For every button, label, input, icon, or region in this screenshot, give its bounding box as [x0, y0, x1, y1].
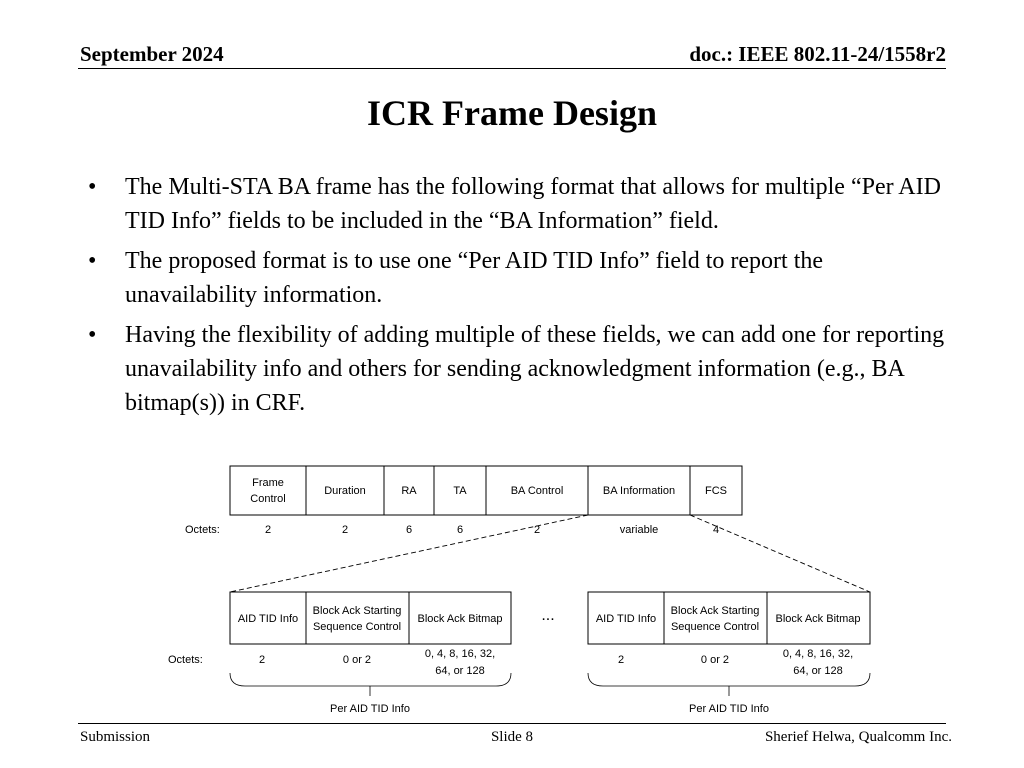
- field-ba-starting-seq: Block Ack Starting: [670, 605, 760, 617]
- bullet-item: • The Multi-STA BA frame has the following format that allows for multiple “Per AID TID Info” fields to be included in the “BA Information” field.: [125, 170, 955, 238]
- octets-value: 64, or 128: [793, 665, 843, 677]
- footer-slide-number: Slide 8: [490, 729, 534, 745]
- per-aid-group-label: Per AID TID Info: [330, 703, 410, 715]
- octets-value: 2: [341, 524, 349, 536]
- bullet-item: • Having the flexibility of adding multiple of these fields, we can add one for reporting unavailability info and others for sending acknowledgment information (e.g., BA bitmap(s)) in CRF.: [125, 318, 955, 420]
- octets-value: variable: [619, 524, 659, 536]
- field-ba-information: BA Information: [602, 485, 676, 497]
- octets-value: 6: [456, 524, 464, 536]
- field-ba-bitmap: Block Ack Bitmap: [417, 613, 503, 625]
- octets-value: 0, 4, 8, 16, 32,: [782, 648, 854, 660]
- field-ba-starting-seq: Sequence Control: [670, 621, 760, 633]
- octets-value: 2: [264, 524, 272, 536]
- octets-label: Octets:: [185, 524, 220, 536]
- octets-label: Octets:: [168, 654, 203, 666]
- per-aid-group-label: Per AID TID Info: [689, 703, 769, 715]
- footer-author: Sherief Helwa, Qualcomm Inc.: [764, 729, 952, 745]
- bullet-item: • The proposed format is to use one “Per AID TID Info” field to report the unavailability information.: [125, 244, 955, 312]
- field-ba-starting-seq: Block Ack Starting: [312, 605, 402, 617]
- octets-value: 2: [533, 524, 541, 536]
- octets-value: 0 or 2: [342, 654, 372, 666]
- header-doc-id: doc.: IEEE 802.11-24/1558r2: [689, 42, 946, 66]
- octets-value: 64, or 128: [435, 665, 485, 677]
- field-aid-tid-info: AID TID Info: [237, 613, 299, 625]
- footer-rule: [78, 723, 946, 724]
- field-ra: RA: [401, 485, 417, 497]
- field-ba-starting-seq: Sequence Control: [312, 621, 402, 633]
- header-date: September 2024: [80, 42, 224, 66]
- octets-value: 2: [617, 654, 625, 666]
- octets-value: 6: [405, 524, 413, 536]
- octets-value: 0 or 2: [700, 654, 730, 666]
- octets-value: 4: [712, 524, 720, 536]
- field-ba-control: BA Control: [510, 485, 564, 497]
- octets-value: 0, 4, 8, 16, 32,: [424, 648, 496, 660]
- ellipsis: ...: [541, 607, 555, 624]
- octets-value: 2: [258, 654, 266, 666]
- field-fcs: FCS: [705, 485, 727, 497]
- slide-title: ICR Frame Design: [367, 93, 657, 133]
- field-aid-tid-info: AID TID Info: [595, 613, 657, 625]
- footer-submission: Submission: [80, 729, 151, 745]
- field-duration: Duration: [324, 485, 366, 497]
- field-ba-bitmap: Block Ack Bitmap: [775, 613, 861, 625]
- field-ta: TA: [453, 485, 467, 497]
- field-frame-control: Control: [250, 493, 286, 505]
- field-frame-control: Frame: [252, 477, 284, 489]
